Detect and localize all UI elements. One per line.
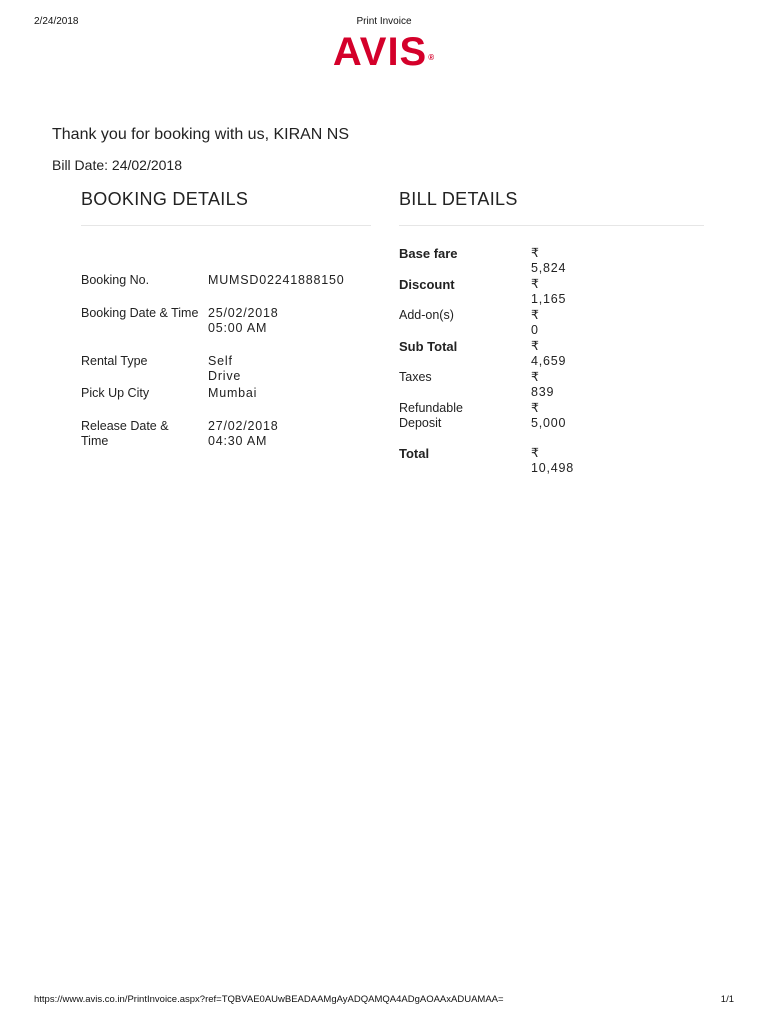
bill-row-label: Sub Total xyxy=(399,339,458,354)
logo-text: AVIS xyxy=(332,30,428,74)
booking-row-label: Rental Type xyxy=(81,354,148,368)
bill-row-value: ₹ 839 xyxy=(531,370,555,399)
print-title: Print Invoice xyxy=(356,16,412,27)
bill-row-value: ₹ 1,165 xyxy=(531,277,567,306)
bill-row-label: Discount xyxy=(399,277,455,292)
booking-row-label: Booking No. xyxy=(81,273,150,287)
bill-row-value: ₹ 4,659 xyxy=(531,339,567,368)
booking-row-label: Release Date & Time xyxy=(81,419,169,448)
bill-details-title: BILL DETAILS xyxy=(399,189,518,209)
bill-row-label: Total xyxy=(399,446,430,461)
print-date: 2/24/2018 xyxy=(34,16,79,27)
booking-row-value: 25/02/2018 05:00 AM xyxy=(208,306,279,335)
bill-row-value: ₹ 5,000 xyxy=(531,401,567,430)
bill-divider xyxy=(399,225,704,226)
bill-row-label: Taxes xyxy=(399,370,432,384)
bill-date: Bill Date: 24/02/2018 xyxy=(52,157,182,173)
footer-page-number: 1/1 xyxy=(720,994,734,1005)
booking-row-label: Booking Date & Time xyxy=(81,306,199,320)
avis-logo xyxy=(0,30,768,74)
bill-row-label: Refundable Deposit xyxy=(399,401,463,430)
bill-row-label: Add-on(s) xyxy=(399,308,454,322)
booking-divider xyxy=(81,225,371,226)
booking-row-value: 27/02/2018 04:30 AM xyxy=(208,419,279,448)
bill-row-value: ₹ 0 xyxy=(531,308,540,337)
print-header xyxy=(34,16,734,30)
registered-mark: ® xyxy=(428,53,436,62)
bill-row-value: ₹ 10,498 xyxy=(531,446,575,475)
booking-details-title: BOOKING DETAILS xyxy=(81,189,249,209)
greeting: Thank you for booking with us, KIRAN NS xyxy=(52,126,350,143)
bill-row-value: ₹ 5,824 xyxy=(531,246,567,275)
footer-url: https://www.avis.co.in/PrintInvoice.aspx?ref=TQBVAE0AUwBEADAAMgAyADQAMQA4ADgAOAAxADUAMAA= xyxy=(34,994,504,1005)
booking-row-value: MUMSD02241888150 xyxy=(208,273,345,287)
booking-row-value: Mumbai xyxy=(208,386,258,400)
booking-row-value: Self Drive xyxy=(208,354,242,383)
bill-row-label: Base fare xyxy=(399,246,458,261)
booking-row-label: Pick Up City xyxy=(81,386,150,400)
